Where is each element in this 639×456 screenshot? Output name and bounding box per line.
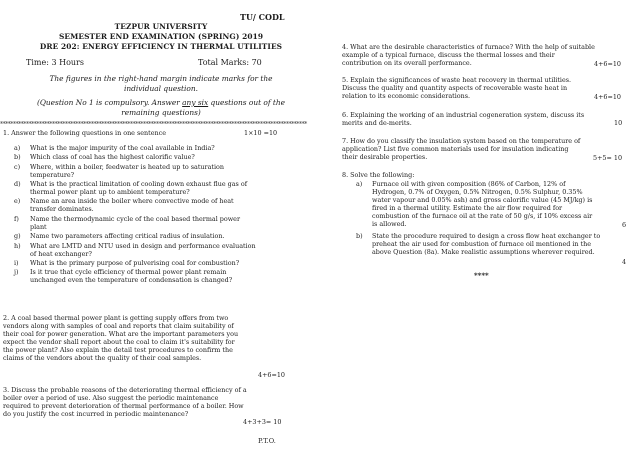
q8a-line: is allowed. [372, 220, 407, 229]
q5-text [342, 76, 571, 100]
q2-line: their coal for power generation. What are the important parameters you [3, 330, 239, 339]
q1-item-label: a) [14, 144, 21, 152]
q1-item-label: j) [14, 268, 19, 277]
q1-item-line: What is the practical limitation of cooling down exhaust flue gas of [30, 180, 248, 188]
q1-item-line: Name an area inside the boiler where convective mode of heat [30, 197, 234, 206]
exam-title: SEMESTER END EXAMINATION (SPRING) 2019 [58, 32, 264, 41]
q1-item-label: b) [14, 153, 21, 162]
university-name: TEZPUR UNIVERSITY [114, 22, 208, 31]
q8a-line: water vapour and 0.05% ash) and gross calorific value (45 MJ/kg) is [372, 196, 593, 205]
q1-item-label: f) [14, 214, 19, 223]
q1-item-label: e) [14, 197, 21, 206]
q8b-label: b) [356, 232, 363, 240]
q5-line: Discuss the quality and quantity aspects of recoverable waste heat in [342, 84, 568, 93]
q1-item-text [30, 268, 232, 284]
q1-item-line: What is the major impurity of the coal available in India? [30, 144, 215, 152]
q8b-line: preheat the air used for combustion of furnace oil mentioned in the [372, 240, 592, 249]
q1-item-text [30, 259, 239, 267]
instruction-any-six: any six [182, 98, 209, 107]
end-of-paper-mark: **** [474, 271, 489, 280]
course-code-header: TU/ CODL [240, 12, 285, 22]
q1-item-line: of heat exchanger? [30, 249, 92, 258]
instruction-tail: questions out of the [208, 98, 286, 107]
q1-item-line: unchanged even the temperature of condensation is changed? [30, 276, 233, 285]
q8a-line: Hydrogen, 0.7% of Oxygen, 0.5% Nitrogen, 0.5% Sulphur, 0.35% [372, 188, 583, 197]
q2-line: 2. A coal based thermal power plant is getting supply offers from two [3, 314, 229, 322]
q1-marks: 1×10 =10 [244, 129, 278, 137]
q7-marks: 5+5= 10 [593, 154, 623, 162]
q8a-label: a) [356, 180, 363, 188]
q1-stem: 1. Answer the following questions in one sentence [3, 129, 167, 137]
q8a-line: combustion of the furnace oil at the rate of 50 g/s, if 10% excess air [372, 212, 593, 221]
q3-text [3, 386, 247, 418]
q2-marks: 4+6=10 [258, 371, 285, 379]
q3-line: required to prevent deterioration of thermal performance of a boiler. How [3, 402, 244, 411]
q5-line: 5. Explain the significances of waste heat recovery in thermal utilities. [342, 76, 572, 84]
q1-item-text [30, 180, 247, 196]
q1-item-text [30, 163, 224, 179]
q1-item-line: What is the primary purpose of pulverising coal for combustion? [30, 258, 240, 267]
q4-line: example of a typical furnace, discuss the thermal losses and their [342, 51, 555, 60]
pto-note: P.T.O. [258, 437, 276, 445]
q6-text [342, 111, 584, 127]
q6-marks: 10 [614, 119, 623, 127]
q6-line: 6. Explaining the working of an industrial cogeneration system, discuss its [342, 111, 585, 119]
q1-item-line: thermal power plant up to ambient temperature? [30, 188, 190, 197]
instruction-compulsory: (Question No 1 is compulsory. Answer [36, 98, 183, 107]
q5-line: relation to its economic considerations. [342, 92, 471, 101]
q1-item-line: Name two parameters affecting critical radius of insulation. [30, 232, 225, 241]
q8b-marks: 4 [622, 258, 627, 266]
total-marks: Total Marks: 70 [198, 58, 262, 67]
q7-text [342, 137, 580, 161]
q1-item-line: Is it true that cycle efficiency of thermal power plant remain [30, 268, 227, 277]
q1-item-line: Where, within a boiler, feedwater is heated up to saturation [30, 162, 224, 171]
instruction-line-3 [0, 98, 322, 107]
q8a-line: Furnace oil with given composition (86% of Carbon, 12% of [372, 180, 566, 188]
q4-line: 4. What are the desirable characteristics of furnace? With the help of suitable [342, 43, 595, 51]
q1-item-line: What are LMTD and NTU used in design and performance evaluation [30, 241, 256, 250]
q1-item-line: Name the thermodynamic cycle of the coal based thermal power [30, 214, 241, 223]
q8a-marks: 6 [622, 221, 627, 229]
q1-item-label: d) [14, 180, 21, 188]
q3-line: boiler over a period of use. Also suggest the periodic maintenance [3, 394, 219, 403]
q3-marks: 4+3+3= 10 [243, 418, 282, 426]
q1-item-line: plant [30, 222, 47, 231]
q1-item-text [30, 215, 240, 231]
exam-time: Time: 3 Hours [26, 58, 84, 67]
q1-item-text [30, 242, 256, 258]
q2-line: claims of the vendors about the quality of their coal samples. [3, 354, 202, 363]
instruction-line-2: individual question. [124, 84, 198, 93]
q8b-line: State the procedure required to design a cross flow heat exchanger to [372, 232, 601, 240]
q1-item-text [30, 232, 225, 240]
q1-item-label: c) [14, 162, 21, 171]
q1-item-text [30, 197, 234, 213]
q7-line: application? List five common materials used for insulation indicating [342, 145, 569, 154]
instruction-line-1: The figures in the right-hand margin indicate marks for the [49, 74, 273, 83]
q1-item-line: temperature? [30, 170, 75, 179]
q1-item-text [30, 153, 195, 161]
q1-item-label: i) [14, 258, 19, 267]
q4-marks: 4+6=10 [594, 60, 621, 68]
q2-text [3, 314, 238, 363]
q2-line: the power plant? Also explain the detail test procedures to confirm the [3, 346, 233, 355]
course-title: DRE 202: ENERGY EFFICIENCY IN THERMAL UTILITIES [39, 42, 283, 51]
q4-text [342, 43, 595, 67]
q8-stem: 8. Solve the following: [342, 171, 415, 179]
q1-item-label: h) [14, 241, 21, 250]
q1-item-line: Which class of coal has the highest calorific value? [30, 153, 195, 162]
q8b-text [372, 232, 600, 256]
q5-marks: 4+6=10 [594, 93, 621, 101]
q8a-line: fired in a thermal utility. Estimate the air flow required for [372, 204, 563, 213]
q1-item-line: transfer dominates. [30, 205, 94, 214]
q6-line: merits and de-merits. [342, 119, 412, 128]
q1-item-text [30, 144, 215, 152]
q8b-line: above Question (8a). Make realistic assumptions wherever required. [372, 248, 595, 257]
q2-line: vendors along with samples of coal and reports that claim suitability of [3, 322, 234, 331]
q8a-text [372, 180, 592, 229]
q7-line: their desirable properties. [342, 153, 428, 162]
q3-line: 3. Discuss the probable reasons of the deteriorating thermal efficiency of a [3, 386, 247, 394]
q3-line: do you justify the cost incurred in periodic maintenance? [3, 410, 189, 419]
q7-line: 7. How do you classify the insulation system based on the temperature of [342, 137, 581, 145]
instruction-line-4: remaining questions) [121, 108, 201, 117]
q1-item-label: g) [14, 232, 21, 241]
q2-line: expect the vendor shall report about the coal to claim it's suitability for [3, 338, 235, 347]
separator-line: ********************************************************************************************************************** [0, 121, 307, 128]
q4-line: contribution on its overall performance. [342, 59, 472, 68]
